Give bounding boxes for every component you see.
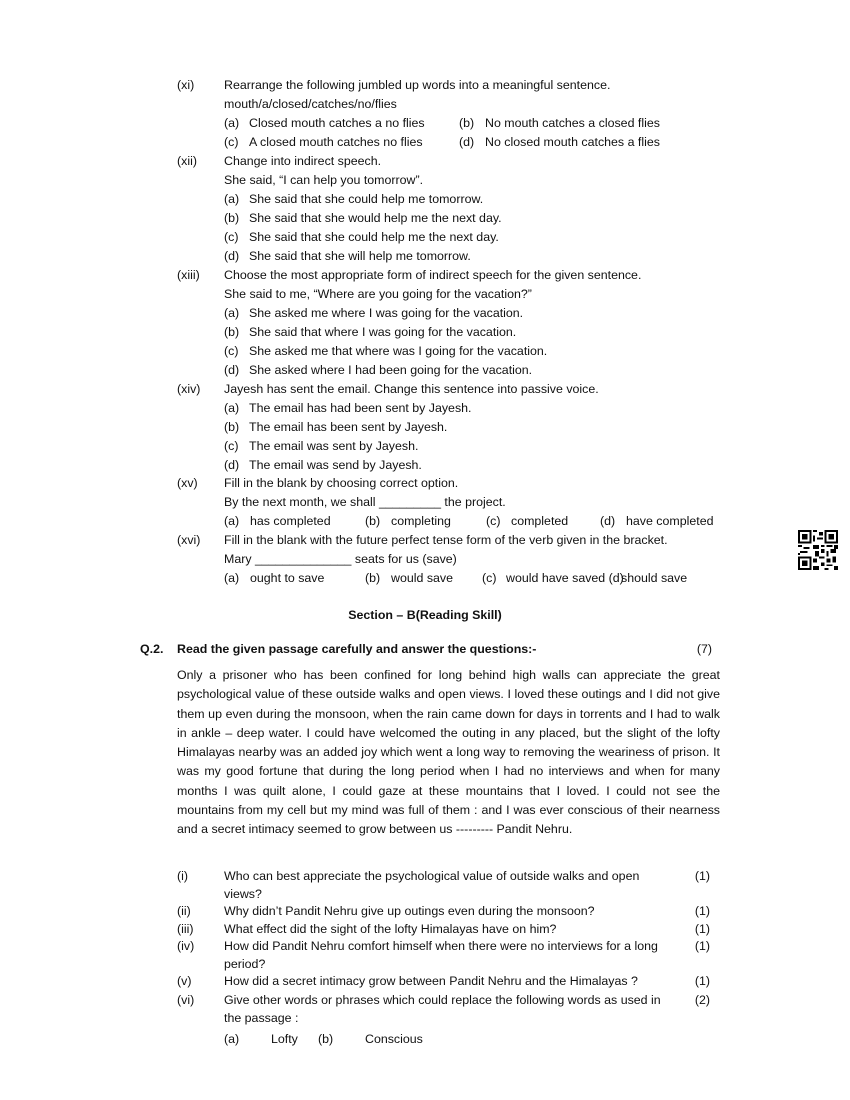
option-label: (a) <box>224 571 240 585</box>
option-label: (d) <box>224 458 240 472</box>
comprehension-question <box>177 938 710 973</box>
option-text: A closed mouth catches no flies <box>249 135 423 149</box>
qr-code-icon <box>798 530 838 570</box>
question-number: (iii) <box>177 922 194 936</box>
question-number: (ii) <box>177 904 191 918</box>
question-text: Why didn’t Pandit Nehru give up outings even during the monsoon? <box>224 904 595 918</box>
question-text: How did a secret intimacy grow between Pandit Nehru and the Himalayas ? <box>224 974 638 988</box>
option-text: She said that she will help me tomorrow. <box>249 249 471 263</box>
option-label: (b) <box>318 1032 334 1046</box>
question-prompt: Fill in the blank with the future perfect tense form of the verb given in the bracket. <box>224 533 668 547</box>
question-marks: (1) <box>694 974 710 988</box>
option-label: (a) <box>224 514 240 528</box>
option-label: (d) <box>459 135 475 149</box>
option <box>224 247 737 266</box>
option-text: No mouth catches a closed flies <box>485 116 660 130</box>
option-text: has completed <box>250 514 331 528</box>
option <box>224 228 737 247</box>
option-text: The email has had been sent by Jayesh. <box>249 401 472 415</box>
comprehension-question <box>177 992 710 1027</box>
option-label: (b) <box>224 420 240 434</box>
option-text: She asked me where I was going for the vacation. <box>249 306 524 320</box>
question-prompt: Jayesh has sent the email. Change this sentence into passive voice. <box>224 382 599 396</box>
question-text: Read the given passage carefully and answer the questions:- <box>177 642 537 656</box>
comprehension-question <box>177 868 710 903</box>
option-text: No closed mouth catches a flies <box>485 135 660 149</box>
option-text: The email was sent by Jayesh. <box>249 439 419 453</box>
question-number: (xv) <box>177 476 198 490</box>
option-label: (b) <box>459 116 475 130</box>
question-number: (iv) <box>177 939 195 953</box>
option <box>224 456 737 475</box>
option-label: (d) <box>224 363 240 377</box>
question-sub: She said to me, “Where are you going for the vacation?” <box>224 287 532 301</box>
comprehension-question <box>177 973 710 991</box>
question-prompt: Change into indirect speech. <box>224 154 382 168</box>
question-text: Who can best appreciate the psychological value of outside walks and open views? <box>224 869 640 901</box>
reading-passage: Only a prisoner who has been confined for long behind high walls can appreciate the great psychological value of these outside walks and open views. I loved these outings and I did not give them up even during the monsoon, when the rain came down for days in torrents and I had to walk in ankle – deep water. I could have welcomed the outing in any placed, but the slight of the lofty Himalayas nearby was an added joy which went a long way to removing the weariness of prison. It was my good fortune that during the long period when I had no interviews and when for many months I was quilt alone, I could gaze at these mountains that I loved. I could not see the mountains from my cell but my mind was full of them : and I was ever conscious of their nearness and a secret intimacy seemed to grow between us --------- Pandit Nehru. <box>177 668 720 837</box>
question-xiii <box>177 266 737 380</box>
option-label: (c) <box>486 514 501 528</box>
question-marks: (1) <box>694 939 710 953</box>
option <box>224 361 737 380</box>
option <box>224 418 737 437</box>
option-label: (b) <box>224 325 240 339</box>
option <box>224 323 737 342</box>
question-xvi <box>177 531 737 588</box>
option-row <box>224 133 737 152</box>
option-text: completing <box>391 514 451 528</box>
question-number: (i) <box>177 869 189 883</box>
comprehension-question <box>177 903 710 921</box>
option-row <box>224 114 737 133</box>
question-text: What effect did the sight of the lofty Himalayas have on him? <box>224 922 557 936</box>
option-text: have completed <box>626 514 714 528</box>
option-text: The email has been sent by Jayesh. <box>249 420 448 434</box>
question-sub: Mary ______________ seats for us (save) <box>224 552 457 566</box>
option-text: would have saved (d) <box>506 571 624 585</box>
option-label: (b) <box>224 211 240 225</box>
question-xiv <box>177 380 737 475</box>
option-label: should save <box>621 571 688 585</box>
option <box>224 399 737 418</box>
question-marks: (1) <box>694 904 710 918</box>
option-label: (c) <box>224 344 239 358</box>
question-marks: (7) <box>696 642 712 656</box>
option-text: Closed mouth catches a no flies <box>249 116 425 130</box>
question-sub: She said, “I can help you tomorrow”. <box>224 173 424 187</box>
question-number: (xiv) <box>177 382 201 396</box>
question-number: (xii) <box>177 154 197 168</box>
question-number: (xvi) <box>177 533 201 547</box>
question-number: (xiii) <box>177 268 200 282</box>
question-number: (xi) <box>177 78 195 92</box>
option-label: (a) <box>224 116 240 130</box>
question-number: (v) <box>177 974 192 988</box>
question-sub: By the next month, we shall _________ the project. <box>224 495 506 509</box>
question-prompt: Fill in the blank by choosing correct option. <box>224 476 459 490</box>
option-label: (c) <box>224 135 239 149</box>
option-label: (a) <box>224 1032 240 1046</box>
question-prompt: Rearrange the following jumbled up words into a meaningful sentence. <box>224 78 611 92</box>
question-marks: (1) <box>694 922 710 936</box>
question-xv <box>177 474 737 531</box>
option-text: ought to save <box>250 571 325 585</box>
option <box>224 190 737 209</box>
option-label: (c) <box>224 439 239 453</box>
question-text: How did Pandit Nehru comfort himself when there were no interviews for a long period? <box>224 939 658 971</box>
option-text: Lofty <box>271 1032 298 1046</box>
option-label: (b) <box>365 571 381 585</box>
question-number: (vi) <box>177 993 195 1007</box>
option <box>224 342 737 361</box>
option-text: She said that she could help me tomorrow. <box>249 192 484 206</box>
option-text: She said that she could help me the next day. <box>249 230 499 244</box>
option-label: (c) <box>224 230 239 244</box>
comprehension-question <box>177 921 710 939</box>
question-sub: mouth/a/closed/catches/no/flies <box>224 97 397 111</box>
question-xi <box>177 76 737 152</box>
option <box>224 437 737 456</box>
option <box>224 209 737 228</box>
option-label: (d) <box>224 249 240 263</box>
section-title: Section – B(Reading Skill) <box>348 608 502 622</box>
option-label: (c) <box>482 571 497 585</box>
option-label: (d) <box>600 514 616 528</box>
option-row <box>224 512 737 531</box>
question-marks: (2) <box>694 993 710 1007</box>
option-text: would save <box>391 571 453 585</box>
question-marks: (1) <box>694 869 710 883</box>
option-text: She said that she would help me the next day. <box>249 211 502 225</box>
question-label: Q.2. <box>140 642 164 656</box>
question-prompt: Choose the most appropriate form of indirect speech for the given sentence. <box>224 268 642 282</box>
option-row <box>224 569 737 588</box>
option-text: completed <box>511 514 569 528</box>
option-text: She said that where I was going for the vacation. <box>249 325 517 339</box>
option-text: She asked me that where was I going for the vacation. <box>249 344 548 358</box>
option-label: (a) <box>224 401 240 415</box>
option-text: Conscious <box>365 1032 423 1046</box>
option-text: She asked where I had been going for the vacation. <box>249 363 533 377</box>
option-text: The email was send by Jayesh. <box>249 458 422 472</box>
option <box>224 304 737 323</box>
option-label: (b) <box>365 514 381 528</box>
option-label: (a) <box>224 192 240 206</box>
option-label: (a) <box>224 306 240 320</box>
question-text: Give other words or phrases which could replace the following words as used in the passage : <box>224 993 661 1025</box>
question-xii <box>177 152 737 266</box>
